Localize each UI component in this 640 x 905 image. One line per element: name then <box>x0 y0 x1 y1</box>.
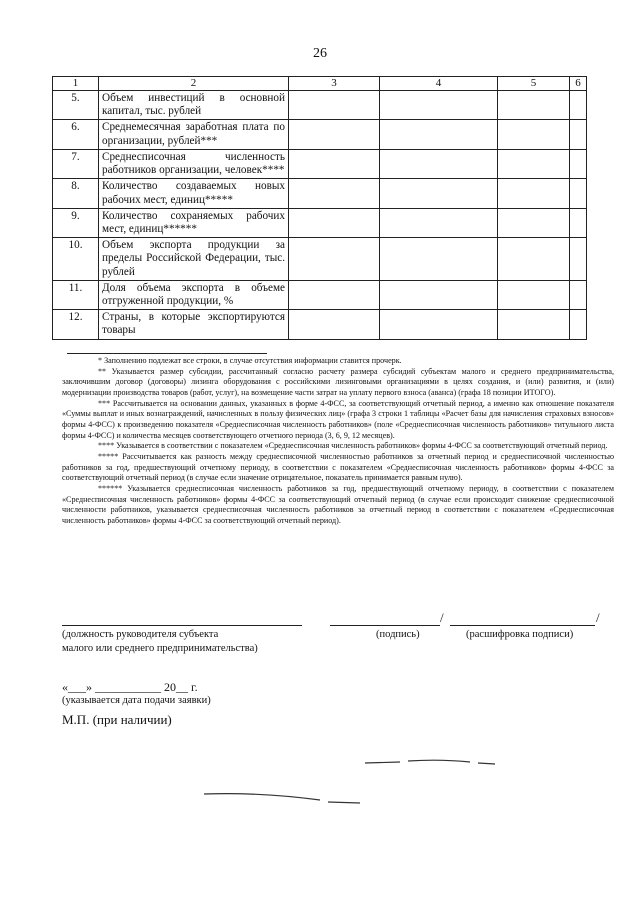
empty-cell <box>498 149 570 178</box>
row-label: Среднесписочная численность работников организации, человек**** <box>99 149 289 178</box>
empty-cell <box>570 310 587 339</box>
stamp-place: М.П. (при наличии) <box>62 712 172 727</box>
decoding-label: (расшифровка подписи) <box>466 629 574 640</box>
empty-cell <box>380 179 498 208</box>
page-number: 26 <box>313 46 327 61</box>
footnote: ** Указывается размер субсидии, рассчитанный согласно расчету размера субсидий субъектам малого и среднего предпринимательства, заключившим договор (договоры) лизинга оборудования с российскими лизинговыми организациями в целях создания, и (или) развития, и (или) модернизации производства товаров (работ, услуг), на возмещение части затрат на уплату первого взноса (аванса) (графа 18 позиции ИТОГО). <box>62 366 614 398</box>
empty-cell <box>289 120 380 149</box>
table-row <box>53 120 587 149</box>
header-cell: 5 <box>498 77 570 91</box>
row-label: Доля объема экспорта в объеме отгруженной продукции, % <box>99 280 289 309</box>
header-cell: 2 <box>99 77 289 91</box>
empty-cell <box>570 149 587 178</box>
empty-cell <box>570 238 587 281</box>
table-row <box>53 179 587 208</box>
empty-cell <box>380 120 498 149</box>
header-cell: 1 <box>53 77 99 91</box>
empty-cell <box>380 90 498 119</box>
table-row <box>53 310 587 339</box>
decoding-line <box>450 625 595 626</box>
empty-cell <box>289 90 380 119</box>
empty-cell <box>380 310 498 339</box>
row-label: Объем инвестиций в основной капитал, тыс. рублей <box>99 90 289 119</box>
footnote: *** Рассчитывается на основании данных, указанных в форме 4-ФСС, за соответствующий отчетный период, а именно как отношение показателя «Суммы выплат и иных вознаграждений, начисленных в пользу физических лиц» (графа 3 строки 1 таблицы «Расчет базы для начисления страховых взносов» формы 4-ФСС) к произведению показателя «Среднесписочная численность работников» (поле «Среднесписочная численность работников» титульного листа формы 4-ФСС) и количества месяцев соответствующего отчетного периода (3, 6, 9, 12 месяцев). <box>62 398 614 440</box>
empty-cell <box>498 310 570 339</box>
row-number: 9. <box>53 208 99 237</box>
empty-cell <box>380 238 498 281</box>
empty-cell <box>289 179 380 208</box>
empty-cell <box>498 179 570 208</box>
footnote: * Заполнению подлежат все строки, в случае отсутствия информации ставится прочерк. <box>98 356 402 365</box>
row-label: Объем экспорта продукции за пределы Российской Федерации, тыс. рублей <box>99 238 289 281</box>
empty-cell <box>289 149 380 178</box>
row-number: 6. <box>53 120 99 149</box>
empty-cell <box>498 90 570 119</box>
footnote-divider <box>67 353 267 354</box>
empty-cell <box>289 310 380 339</box>
footnote: ****** Указывается среднесписочная численность работников за год, предшествующий отчетному периоду, в соответствии с показателем «Среднесписочная численность работников» формы 4-ФСС за соответствующий отчетный период (в случае если происходит снижение среднесписочной численности работников, указывается среднесписочная численность работников за отчетный период в соответствии с показателем «Среднесписочная численность работников» формы 4-ФСС за соответствующий отчетный период). <box>62 484 614 526</box>
footnotes <box>62 356 614 527</box>
pen-stroke-mark <box>200 788 370 808</box>
footnote: **** Указывается в соответствии с показателем «Среднесписочная численность работников» формы 4-ФСС за соответствующий отчетный период. <box>98 441 608 451</box>
empty-cell <box>570 280 587 309</box>
row-number: 12. <box>53 310 99 339</box>
row-number: 8. <box>53 179 99 208</box>
table-row <box>53 90 587 119</box>
row-label: Количество сохраняемых рабочих мест, единиц****** <box>99 208 289 237</box>
empty-cell <box>498 280 570 309</box>
slash-separator: / <box>440 610 444 625</box>
date-note: (указывается дата подачи заявки) <box>62 695 211 706</box>
row-number: 11. <box>53 280 99 309</box>
table-row <box>53 149 587 178</box>
footnote: ***** Рассчитывается как разность между среднесписочной численностью работников за отчетный период и среднесписочной численностью работников за год, предшествующий отчетному периоду, в соответствии с показателем «Среднесписочная численность работников» формы 4-ФСС за соответствующий отчетный период (в случае если значение отрицательное, показатель принимается равным нулю). <box>62 452 614 483</box>
signature-line <box>330 625 440 626</box>
date-block <box>62 680 211 706</box>
position-label-line: малого или среднего предпринимательства) <box>62 642 258 654</box>
header-cell: 6 <box>570 77 587 91</box>
empty-cell <box>570 120 587 149</box>
empty-cell <box>498 120 570 149</box>
signature-label: (подпись) <box>376 629 420 640</box>
slash-separator: / <box>596 610 600 625</box>
empty-cell <box>380 149 498 178</box>
empty-cell <box>289 280 380 309</box>
indicators-table <box>52 76 587 340</box>
table-row <box>53 238 587 281</box>
empty-cell <box>289 208 380 237</box>
empty-cell <box>570 179 587 208</box>
table-header-row <box>53 77 587 91</box>
position-label <box>62 628 258 655</box>
pen-stroke-mark <box>360 755 520 771</box>
empty-cell <box>380 208 498 237</box>
position-label-line: (должность руководителя субъекта <box>62 629 219 640</box>
empty-cell <box>380 280 498 309</box>
row-number: 7. <box>53 149 99 178</box>
header-cell: 3 <box>289 77 380 91</box>
row-label: Среднемесячная заработная плата по организации, рублей*** <box>99 120 289 149</box>
row-number: 5. <box>53 90 99 119</box>
empty-cell <box>498 208 570 237</box>
empty-cell <box>570 208 587 237</box>
row-number: 10. <box>53 238 99 281</box>
position-line <box>62 625 302 626</box>
table-row <box>53 208 587 237</box>
row-label: Количество создаваемых новых рабочих мест, единиц***** <box>99 179 289 208</box>
empty-cell <box>498 238 570 281</box>
row-label: Страны, в которые экспортируются товары <box>99 310 289 339</box>
table-row <box>53 280 587 309</box>
header-cell: 4 <box>380 77 498 91</box>
empty-cell <box>289 238 380 281</box>
empty-cell <box>570 90 587 119</box>
date-field: «___» ___________ 20__ г. <box>62 680 198 694</box>
